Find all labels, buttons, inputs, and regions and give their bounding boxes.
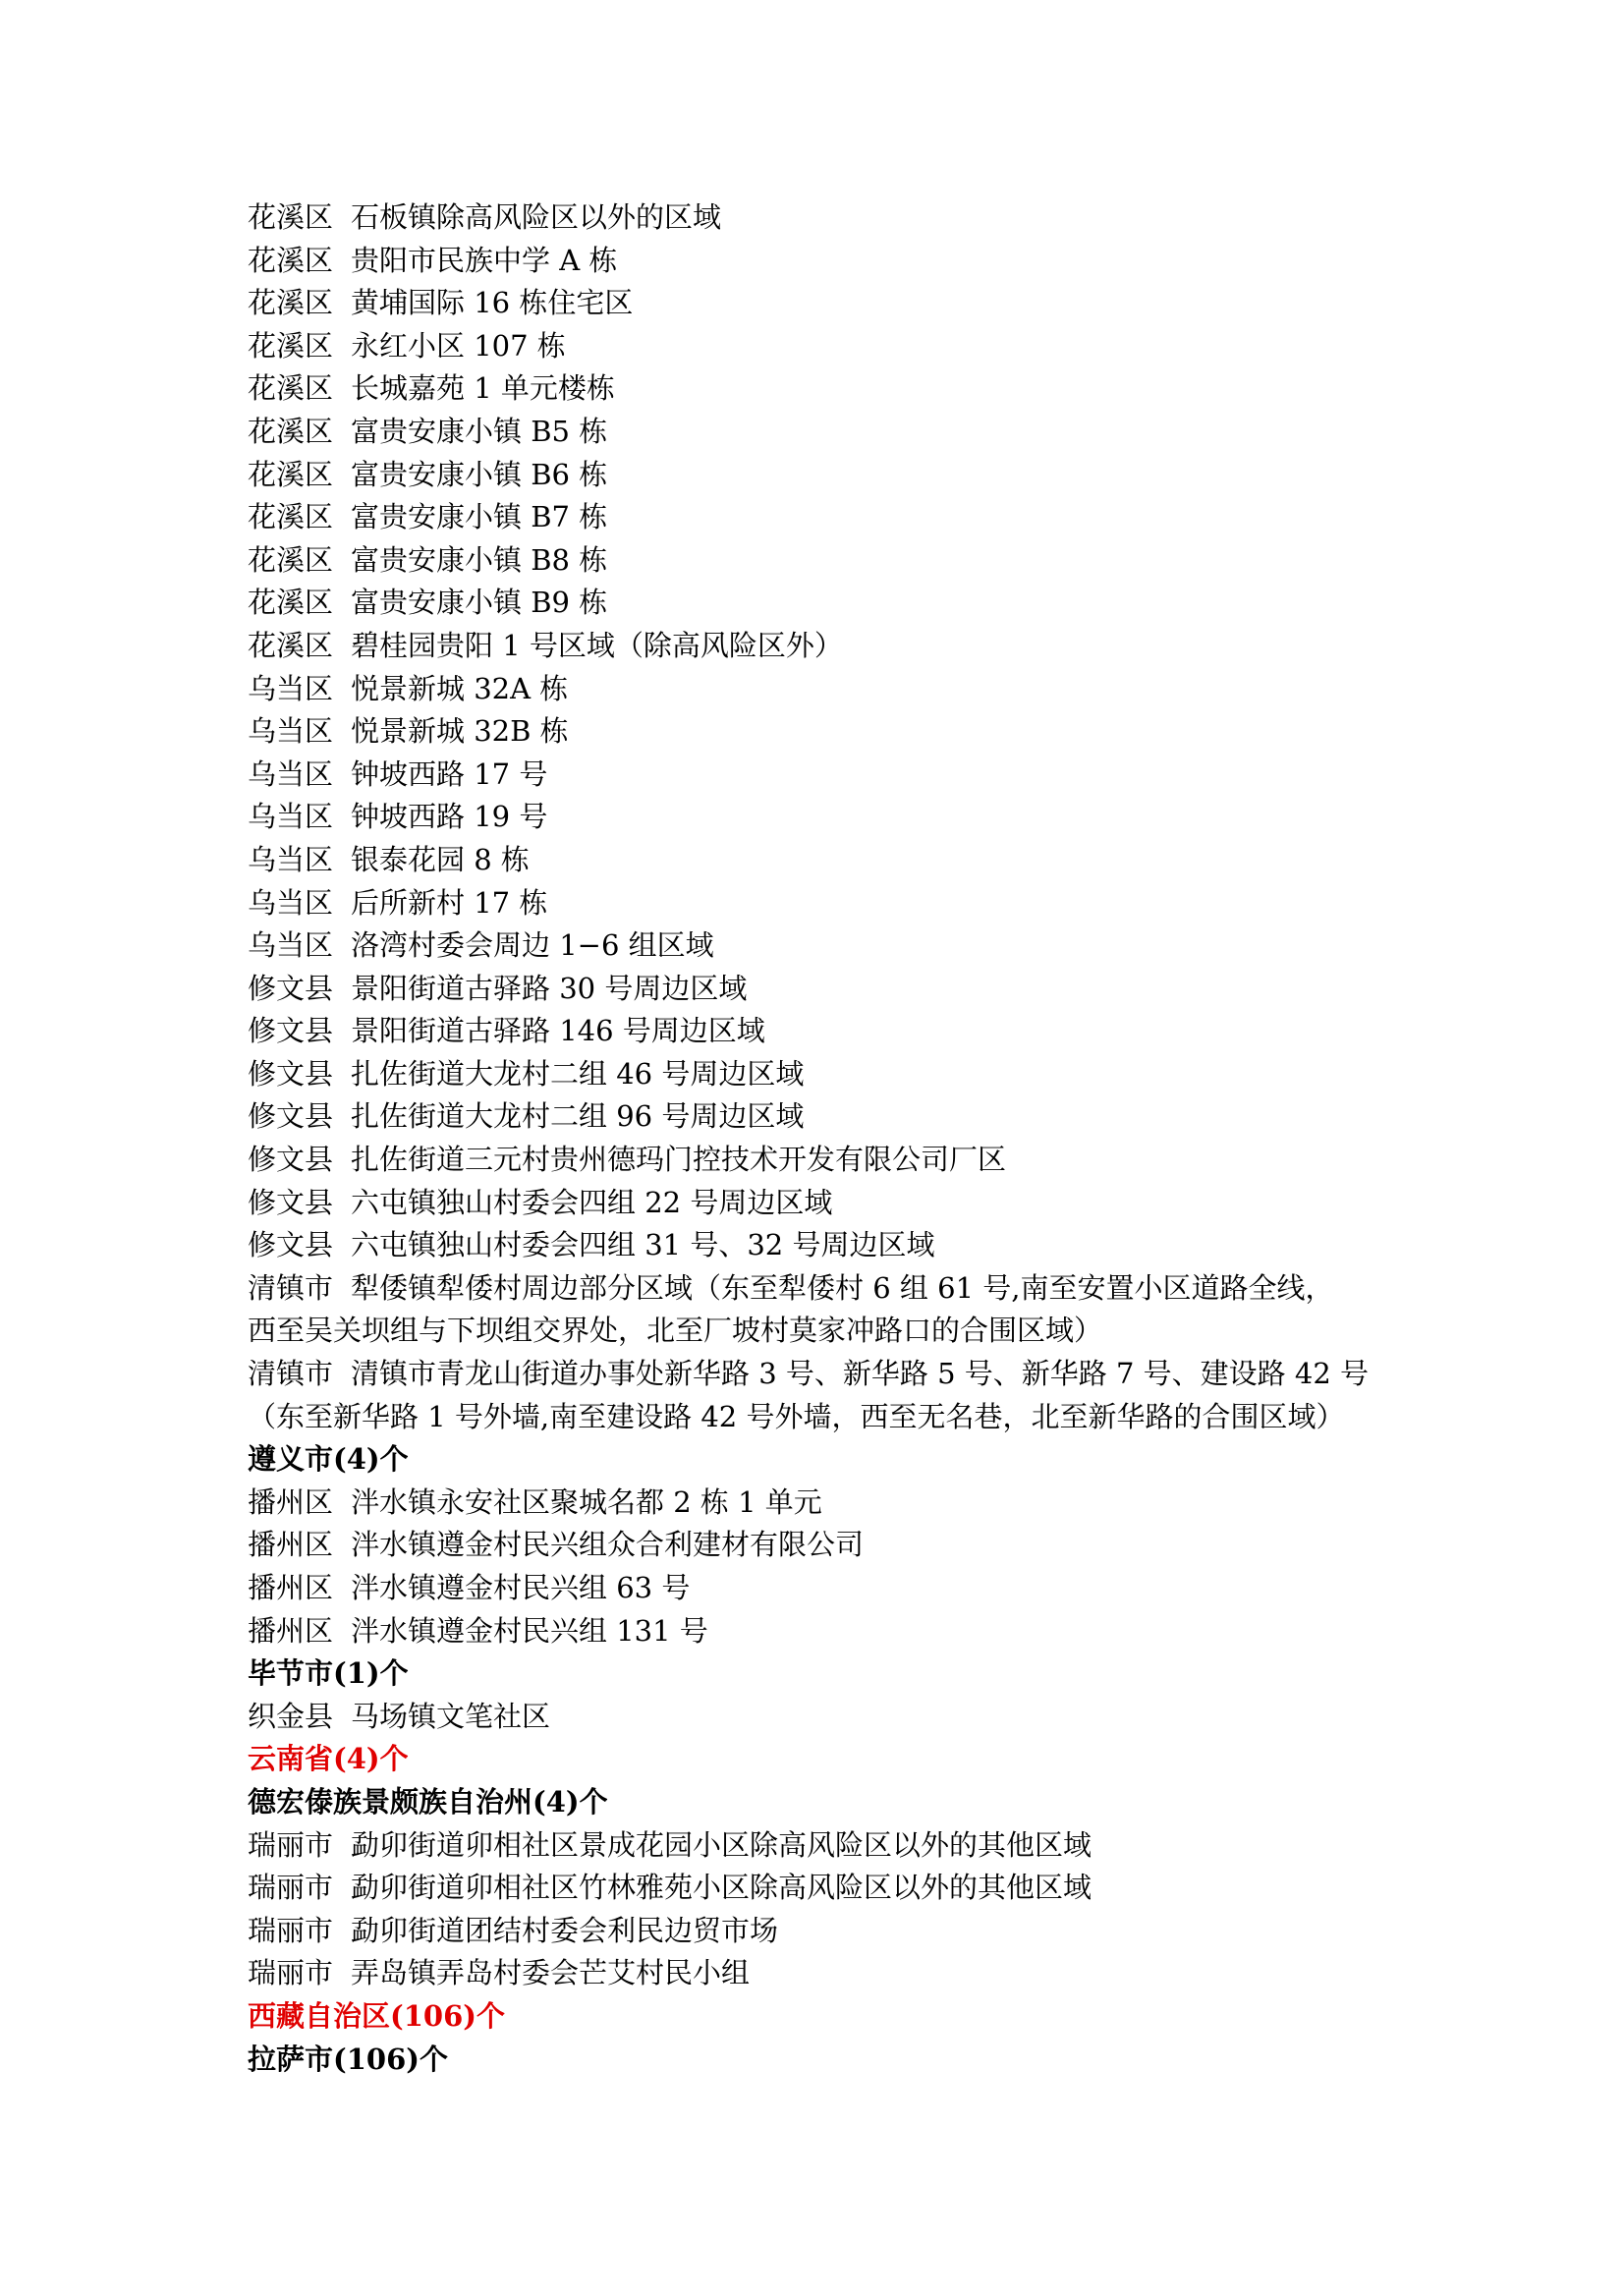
area-location: 清镇市青龙山街道办事处新华路 3 号、新华路 5 号、新华路 7 号、建设路 42 号 (351, 1357, 1370, 1391)
list-item (248, 668, 1427, 711)
city-heading: 遵义市(4)个 (248, 1442, 409, 1477)
list-item (248, 710, 1427, 754)
list-item (248, 754, 1427, 797)
district-name: 花溪区 (248, 243, 334, 277)
district-name: 修文县 (248, 1185, 334, 1219)
district-name: 修文县 (248, 1014, 334, 1048)
list-item (248, 1139, 1427, 1182)
list-item (248, 924, 1427, 968)
area-location: 勐卯街道卯相社区景成花园小区除高风险区以外的其他区域 (351, 1827, 1092, 1862)
area-location: 泮水镇遵金村民兴组 63 号 (351, 1571, 691, 1604)
list-item (248, 1353, 1427, 1396)
list-item (248, 496, 1427, 539)
list-item (248, 882, 1427, 925)
district-name: 瑞丽市 (248, 1913, 334, 1947)
area-location: 扎佐街道大龙村二组 96 号周边区域 (351, 1099, 805, 1134)
area-location: 黄埔国际 16 栋住宅区 (351, 286, 634, 320)
area-location: 悦景新城 32A 栋 (351, 671, 569, 705)
area-location: 富贵安康小镇 B5 栋 (351, 414, 608, 448)
district-name: 播州区 (248, 1571, 334, 1604)
area-location: 六屯镇独山村委会四组 22 号周边区域 (351, 1185, 833, 1219)
area-location: 马场镇文笔社区 (351, 1699, 551, 1733)
area-location: 钟坡西路 19 号 (351, 800, 548, 834)
area-location: 泮水镇遵金村民兴组众合利建材有限公司 (351, 1528, 865, 1562)
list-item (248, 1610, 1427, 1653)
district-name: 花溪区 (248, 371, 334, 406)
list-item (248, 539, 1427, 583)
area-location: 富贵安康小镇 B6 栋 (351, 457, 608, 491)
district-name: 花溪区 (248, 328, 334, 363)
district-name: 乌当区 (248, 842, 334, 876)
area-location: 景阳街道古驿路 30 号周边区域 (351, 971, 748, 1005)
district-name: 播州区 (248, 1528, 334, 1562)
district-name: 花溪区 (248, 286, 334, 320)
area-location: 悦景新城 32B 栋 (351, 714, 569, 749)
district-name: 织金县 (248, 1699, 334, 1733)
area-location: 碧桂园贵阳 1 号区域（除高风险区外） (351, 628, 843, 662)
area-location: 长城嘉苑 1 单元楼栋 (351, 371, 615, 406)
district-name: 花溪区 (248, 628, 334, 662)
area-location: 勐卯街道团结村委会利民边贸市场 (351, 1913, 779, 1947)
area-location: 弄岛镇弄岛村委会芒艾村民小组 (351, 1956, 751, 1990)
district-name: 清镇市 (248, 1270, 334, 1305)
list-item (248, 839, 1427, 882)
list-item (248, 796, 1427, 839)
district-name: 乌当区 (248, 800, 334, 834)
area-location: 犁倭镇犁倭村周边部分区域（东至犁倭村 6 组 61 号,南至安置小区道路全线， (351, 1270, 1334, 1305)
area-location: 石板镇除高风险区以外的区域 (351, 200, 722, 234)
district-name: 乌当区 (248, 885, 334, 920)
list-item (248, 1053, 1427, 1096)
district-name: 花溪区 (248, 586, 334, 620)
district-name: 修文县 (248, 971, 334, 1005)
district-name: 花溪区 (248, 414, 334, 448)
list-item (248, 582, 1427, 625)
list-item (248, 454, 1427, 497)
district-name: 修文县 (248, 1143, 334, 1177)
list-item (248, 1224, 1427, 1267)
area-location: 永红小区 107 栋 (351, 328, 566, 363)
city-heading: 拉萨市(106)个 (248, 2042, 448, 2076)
list-item (248, 625, 1427, 668)
city-heading: 毕节市(1)个 (248, 1656, 409, 1691)
list-item (248, 1824, 1427, 1868)
district-name: 花溪区 (248, 500, 334, 534)
area-location: 勐卯街道卯相社区竹林雅苑小区除高风险区以外的其他区域 (351, 1871, 1092, 1905)
district-name: 瑞丽市 (248, 1871, 334, 1905)
list-item (248, 1095, 1427, 1139)
area-location: 银泰花园 8 栋 (351, 842, 530, 876)
area-location: 六屯镇独山村委会四组 31 号、32 号周边区域 (351, 1228, 935, 1262)
list-item (248, 1952, 1427, 1995)
area-location: 扎佐街道三元村贵州德玛门控技术开发有限公司厂区 (351, 1143, 1007, 1177)
district-name: 乌当区 (248, 714, 334, 749)
city-heading: 德宏傣族景颇族自治州(4)个 (248, 1784, 608, 1819)
area-location: 扎佐街道大龙村二组 46 号周边区域 (351, 1056, 805, 1091)
list-item (248, 282, 1427, 325)
risk-area-list (248, 196, 1427, 2081)
list-item (248, 1867, 1427, 1910)
list-item (248, 1267, 1427, 1311)
list-item (248, 1182, 1427, 1225)
province-heading: 云南省(4)个 (248, 1742, 409, 1776)
area-location: 洛湾村委会周边 1−6 组区域 (351, 928, 714, 963)
area-location: 后所新村 17 栋 (351, 885, 548, 920)
area-location: 景阳街道古驿路 146 号周边区域 (351, 1014, 765, 1048)
list-item (248, 1567, 1427, 1610)
list-item (248, 411, 1427, 454)
area-location: 钟坡西路 17 号 (351, 756, 548, 791)
district-name: 花溪区 (248, 457, 334, 491)
district-name: 修文县 (248, 1099, 334, 1134)
area-location: 泮水镇永安社区聚城名都 2 栋 1 单元 (351, 1484, 822, 1519)
district-name: 清镇市 (248, 1357, 334, 1391)
area-location: 富贵安康小镇 B9 栋 (351, 586, 608, 620)
list-item (248, 1482, 1427, 1525)
list-item (248, 1524, 1427, 1567)
district-name: 乌当区 (248, 928, 334, 963)
district-name: 播州区 (248, 1484, 334, 1519)
province-heading: 西藏自治区(106)个 (248, 1998, 505, 2033)
list-item (248, 196, 1427, 240)
district-name: 乌当区 (248, 671, 334, 705)
list-item (248, 367, 1427, 411)
district-name: 乌当区 (248, 756, 334, 791)
list-item (248, 325, 1427, 368)
list-item-continuation: （东至新华路 1 号外墙,南至建设路 42 号外墙，西至无名巷，北至新华路的合围区域） (248, 1399, 1345, 1433)
district-name: 播州区 (248, 1613, 334, 1648)
district-name: 瑞丽市 (248, 1956, 334, 1990)
list-item (248, 968, 1427, 1011)
list-item (248, 1910, 1427, 1953)
area-location: 富贵安康小镇 B7 栋 (351, 500, 608, 534)
district-name: 修文县 (248, 1228, 334, 1262)
list-item-continuation: 西至吴关坝组与下坝组交界处，北至厂坡村莫家冲路口的合围区域） (248, 1314, 1103, 1348)
district-name: 花溪区 (248, 200, 334, 234)
district-name: 花溪区 (248, 542, 334, 577)
district-name: 修文县 (248, 1056, 334, 1091)
area-location: 富贵安康小镇 B8 栋 (351, 542, 608, 577)
area-location: 泮水镇遵金村民兴组 131 号 (351, 1613, 708, 1648)
list-item (248, 1696, 1427, 1739)
list-item (248, 240, 1427, 283)
list-item (248, 1010, 1427, 1053)
district-name: 瑞丽市 (248, 1827, 334, 1862)
area-location: 贵阳市民族中学 A 栋 (351, 243, 618, 277)
